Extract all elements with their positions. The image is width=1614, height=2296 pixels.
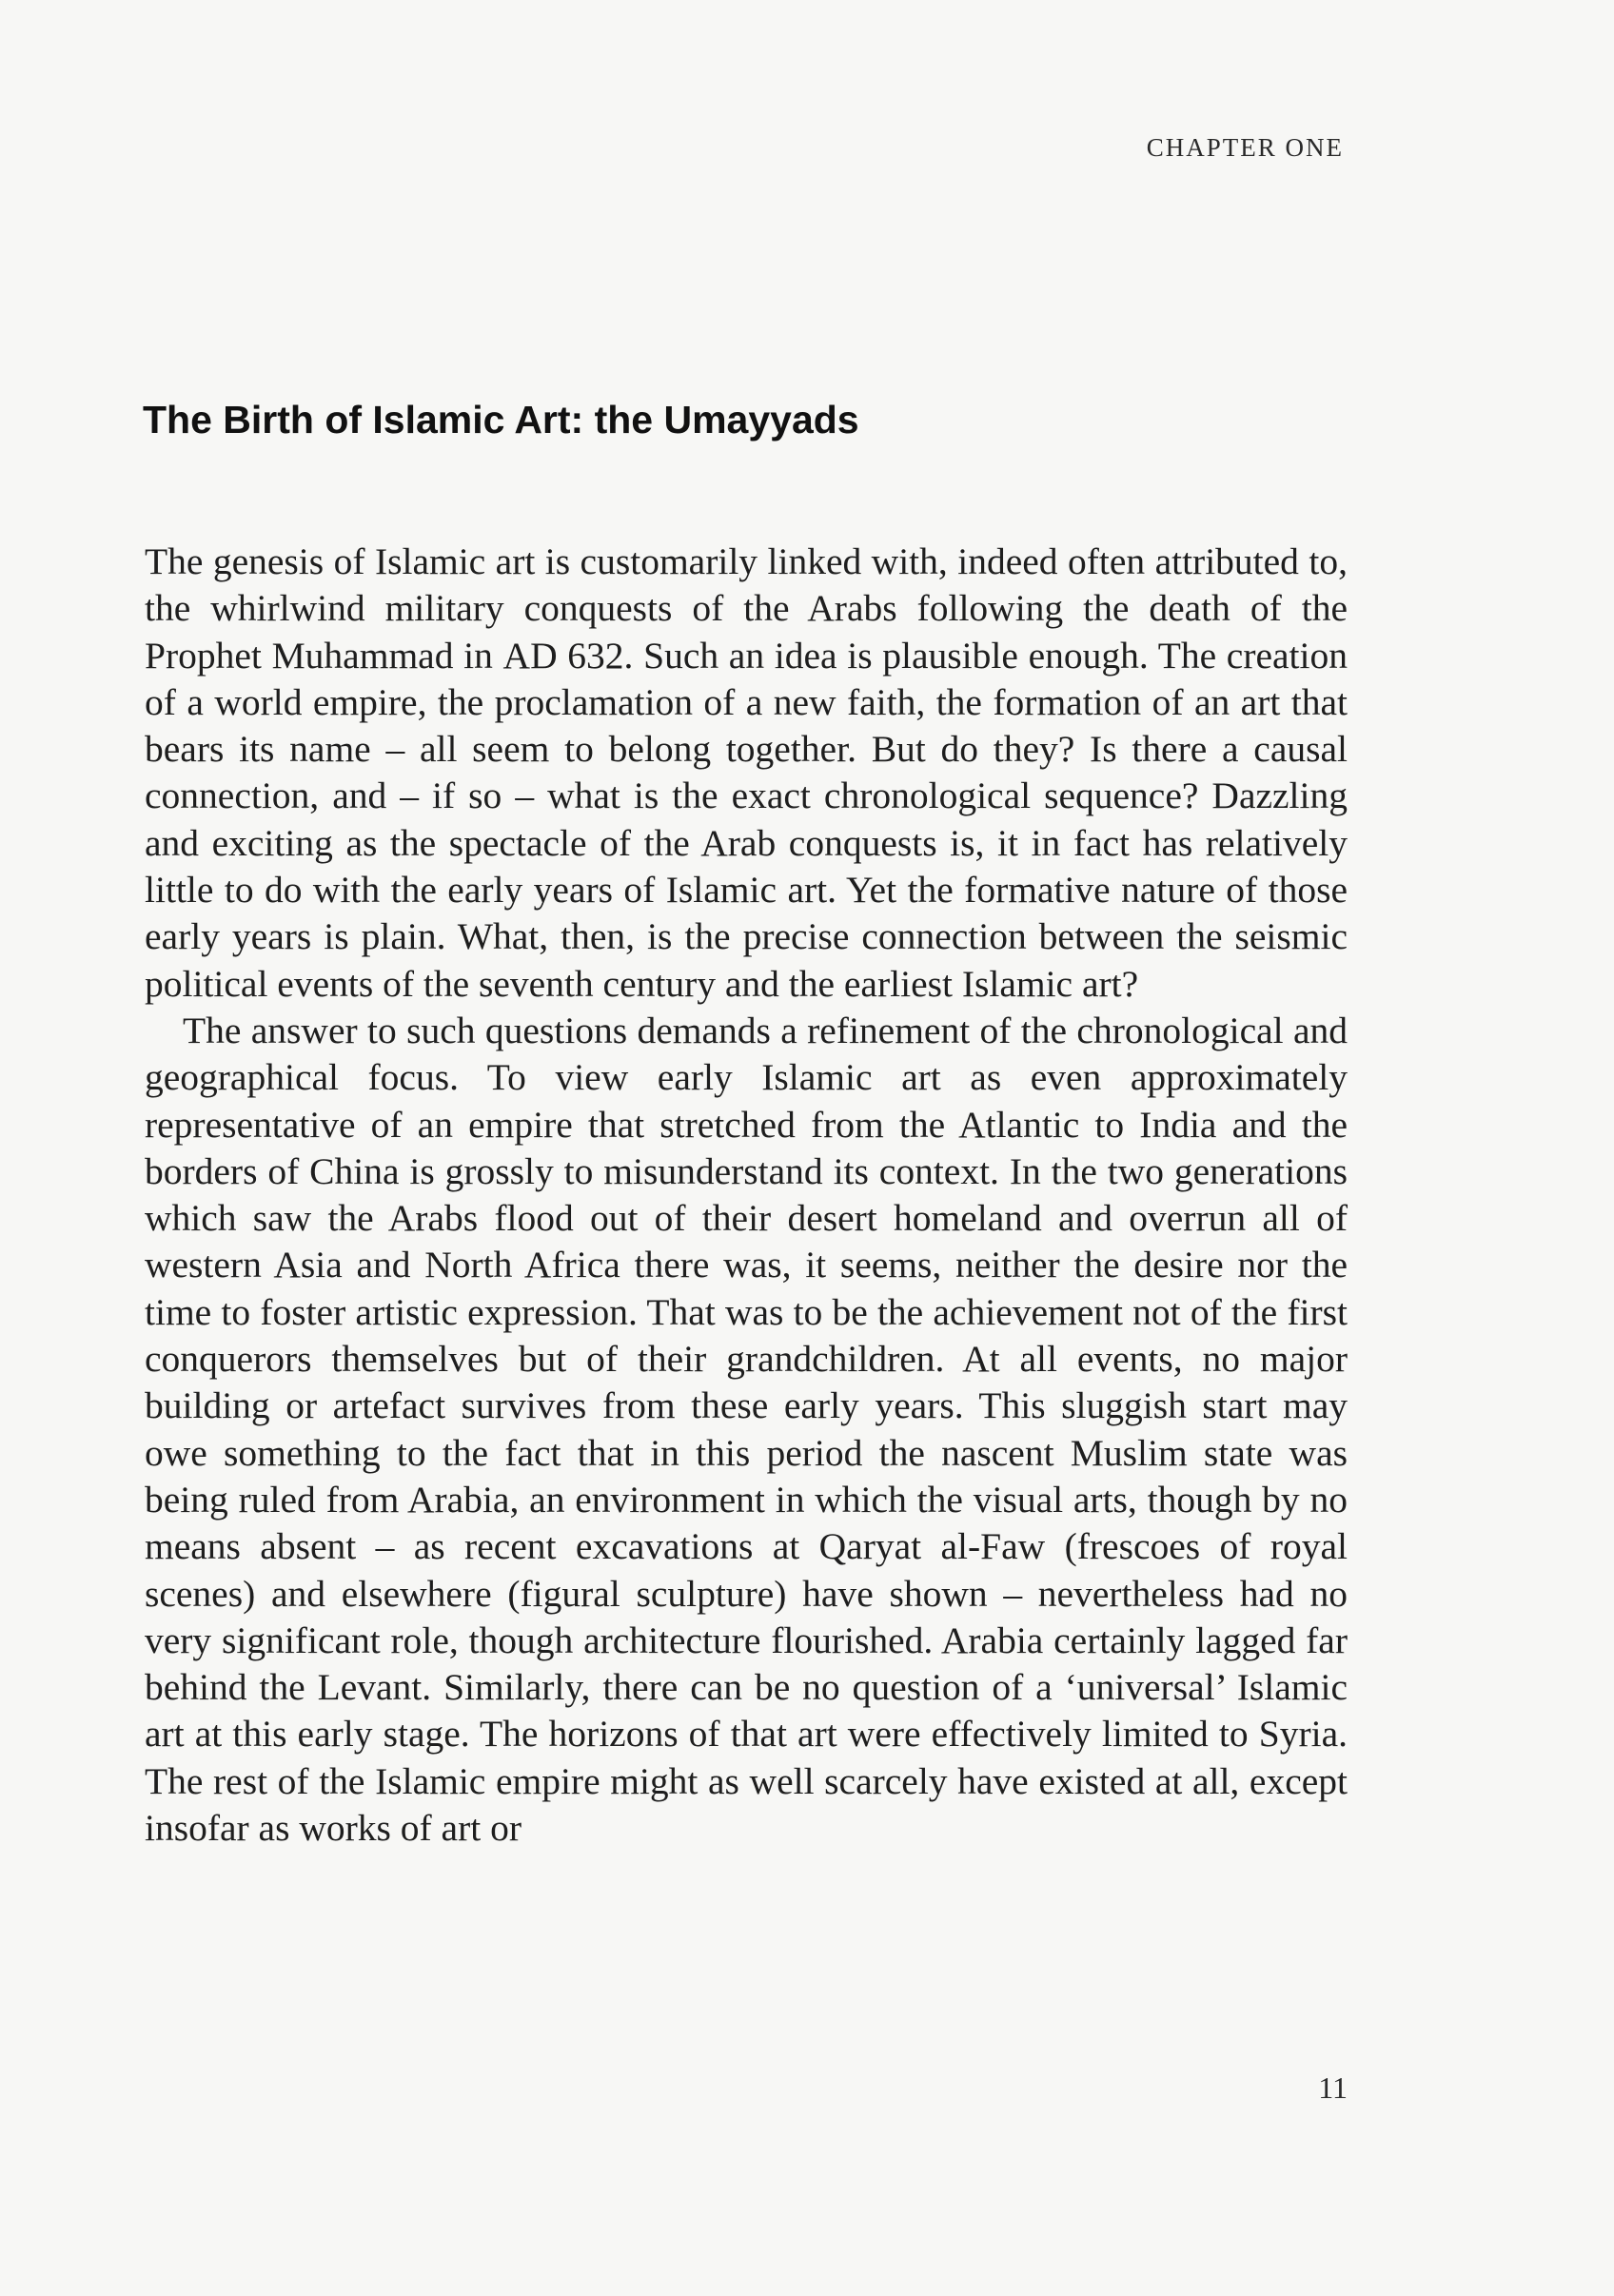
paragraph-1 (145, 539, 1348, 1008)
chapter-label: CHAPTER ONE (1146, 133, 1344, 162)
paragraph-1-part-b: 632. Such an idea is plausible enough. The creation of a world empire, the proclamation of a new faith, the formation of an art that bears its name – all seem to belong together. But do they? Is there a causal connection, and – if so – what is the exact chronological sequence? Dazzling and exciting as the spectacle of the Arab conquests is, it in fact has relatively little to do with the early years of Islamic art. Yet the formative nature of those early years is plain. What, then, is the precise connection between the seismic political events of the seventh century and the earliest Islamic art? (145, 634, 1348, 1005)
chapter-title: The Birth of Islamic Art: the Umayyads (143, 398, 859, 442)
paragraph-1-part-a: The genesis of Islamic art is customarily linked with, indeed often attributed to, the whirlwind military conquests of the Arabs following the death of the Prophet Muhammad in (145, 540, 1348, 677)
page-number: 11 (1318, 2070, 1348, 2105)
paragraph-2: The answer to such questions demands a refinement of the chronological and geographical focus. To view early Islamic art as even approximately representative of an empire that stretched from the Atlantic to India and the borders of China is grossly to misunderstand its context. In the two generations which saw the Arabs flood out of their desert homeland and overrun all of western Asia and North Africa there was, it seems, neither the desire nor the time to foster artistic expression. That was to be the achievement not of the first conquerors themselves but of their grandchildren. At all events, no major building or artefact survives from these early years. This sluggish start may owe something to the fact that in this period the nascent Muslim state was being ruled from Arabia, an environment in which the visual arts, though by no means absent – as recent excavations at Qaryat al-Faw (frescoes of royal scenes) and elsewhere (figural sculpture) have shown – nevertheless had no very significant role, though architecture flourished. Arabia certainly lagged far behind the Levant. Similarly, there can be no question of a ‘universal’ Islamic art at this early stage. The horizons of that art were effectively limited to Syria. The rest of the Islamic empire might as well scarcely have existed at all, except insofar as works of art or (145, 1009, 1348, 1850)
body-text (145, 539, 1348, 1852)
era-abbreviation: AD (502, 634, 558, 677)
